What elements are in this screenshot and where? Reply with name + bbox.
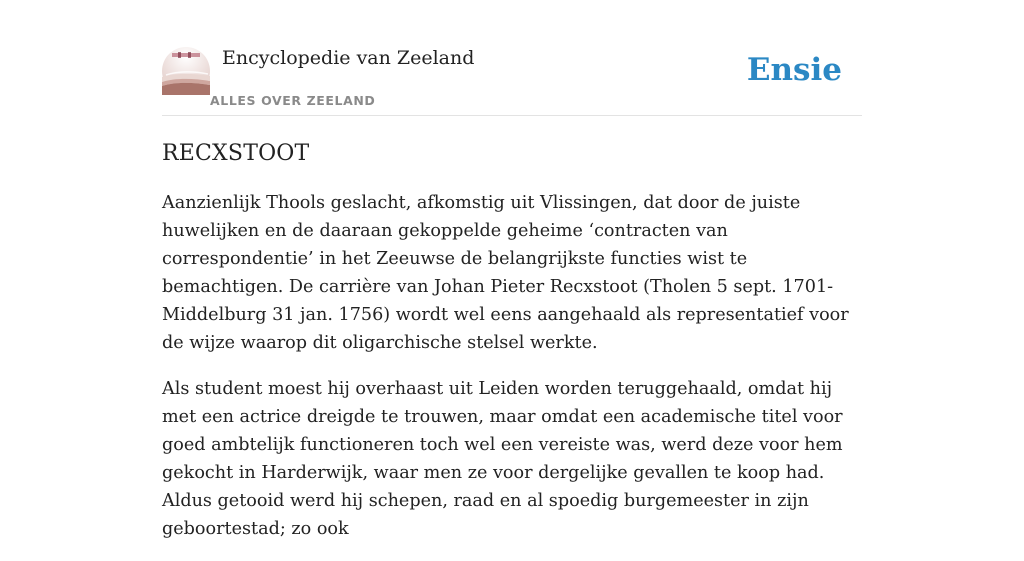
article — [162, 138, 864, 561]
site-tagline: ALLES OVER ZEELAND — [210, 93, 376, 108]
article-title: RECXSTOOT — [162, 141, 310, 166]
article-paragraph: Als student moest hij overhaast uit Leiden worden teruggehaald, omdat hij met een actrice dreigde te trouwen, maar omdat een academische titel voor goed ambtelijk functioneren toch wel een vereiste was, werd deze voor hem gekocht in Harderwijk, waar men ze voor dergelijke gevallen te koop had. Aldus getooid werd hij schepen, raad en al spoedig burgemeester in zijn geboortestad; zo ook — [162, 379, 843, 539]
book-stack-icon — [162, 47, 210, 95]
site-avatar[interactable] — [162, 47, 210, 95]
site-header — [162, 46, 862, 116]
ensie-logo-link[interactable]: Ensie — [746, 52, 842, 88]
site-title[interactable]: Encyclopedie van Zeeland — [222, 47, 475, 69]
article-paragraph: Aanzienlijk Thools geslacht, afkomstig uit Vlissingen, dat door de juiste huwelijken en de daaraan gekoppelde geheime ‘contracten van correspondentie’ in het Zeeuwse de belangrijkste functies wist te bemachtigen. De carrière van Johan Pieter Recxstoot (Tholen 5 sept. 1701-Middelburg 31 jan. 1756) wordt wel eens aangehaald als representatief voor de wijze waarop dit oligarchische stelsel werkte. — [162, 193, 849, 353]
